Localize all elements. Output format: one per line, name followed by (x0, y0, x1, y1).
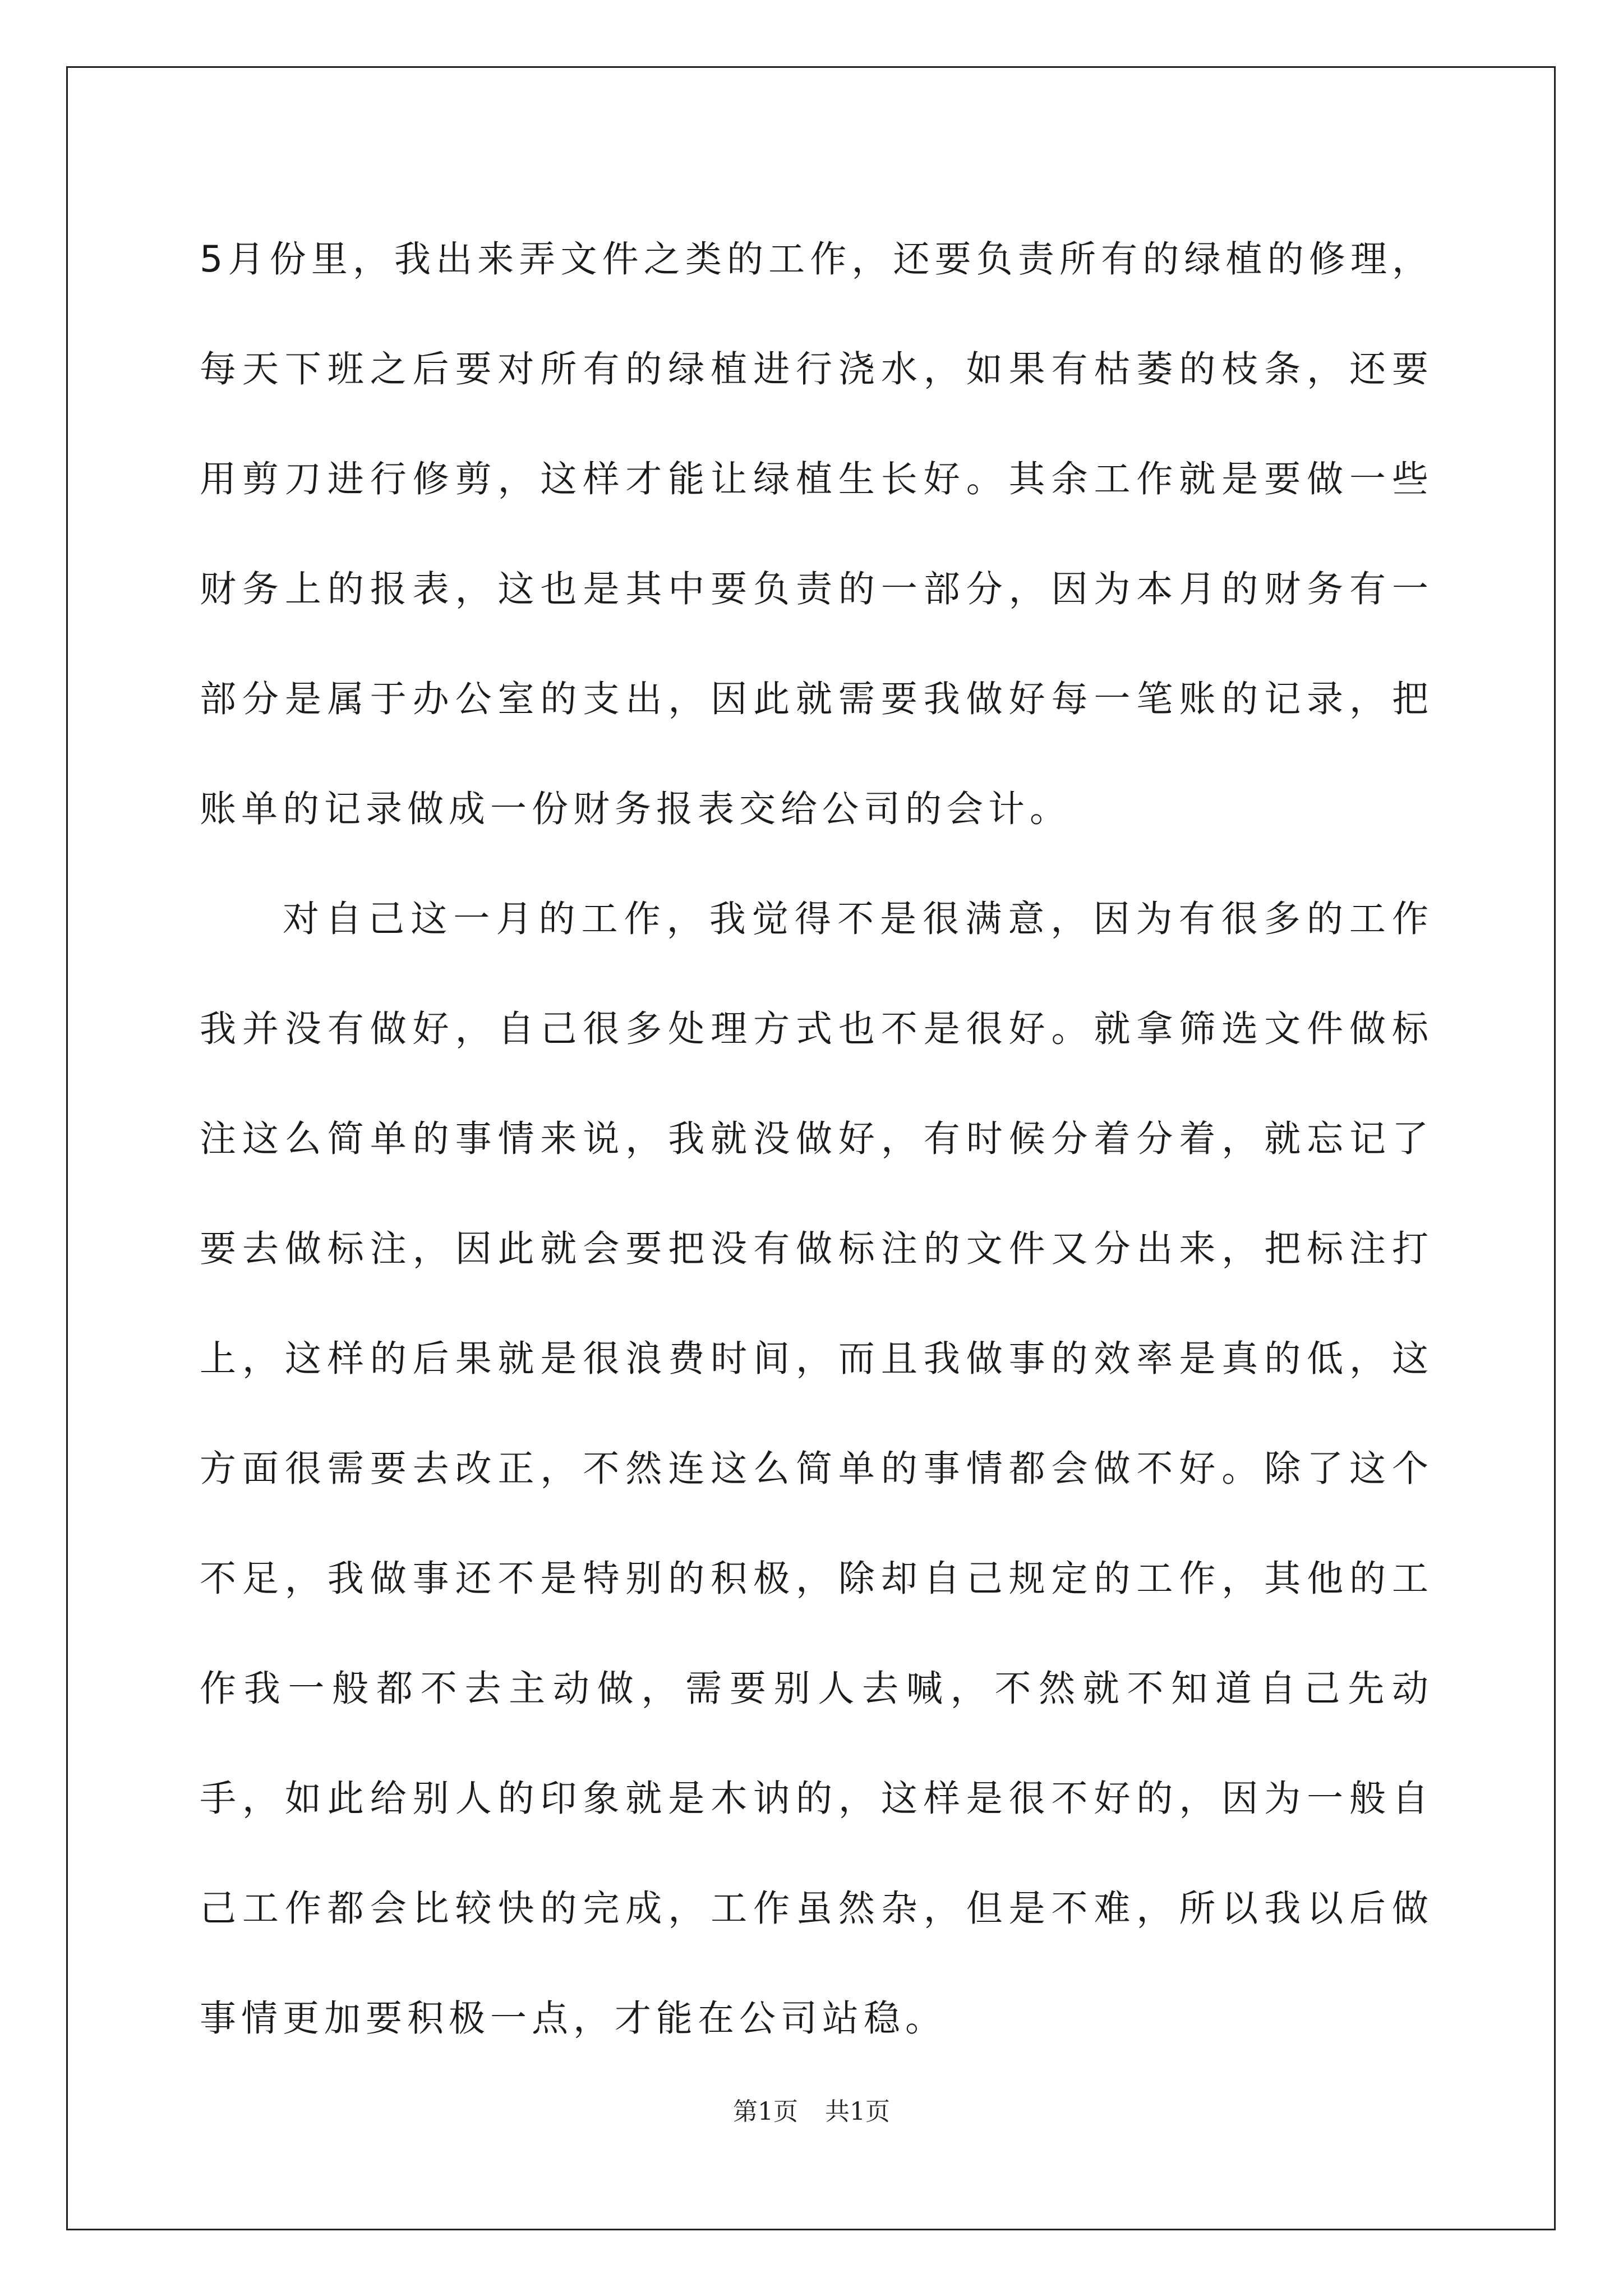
paragraph-1: 5月份里，我出来弄文件之类的工作，还要负责所有的绿植的修理，每天下班之后要对所有的绿植进行浇水，如果有枯萎的枝条，还要用剪刀进行修剪，这样才能让绿植生长好。其余工作就是要做一些财务上的报表，这也是其中要负责的一部分，因为本月的财务有一部分是属于办公室的支出，因此就需要我做好每一笔账的记录，把账单的记录做成一份财务报表交给公司的会计。 (200, 238, 1433, 830)
paragraph-2: 对自己这一月的工作，我觉得不是很满意，因为有很多的工作我并没有做好，自己很多处理方式也不是很好。就拿筛选文件做标注这么简单的事情来说，我就没做好，有时候分着分着，就忘记了要去做标注，因此就会要把没有做标注的文件又分出来，把标注打上，这样的后果就是很浪费时间，而且我做事的效率是真的低，这方面很需要去改正，不然连这么简单的事情都会做不好。除了这个不足，我做事还不是特别的积极，除却自己规定的工作，其他的工作我一般都不去主动做，需要别人去喊，不然就不知道自己先动手，如此给别人的印象就是木讷的，这样是很不好的，因为一般自己工作都会比较快的完成，工作虽然杂，但是不难，所以我以后做事情更加要积极一点，才能在公司站稳。 (200, 898, 1433, 2040)
page-footer (0, 2095, 1623, 2129)
document-body (200, 205, 1433, 2074)
page-total: 共1页 (825, 2097, 890, 2126)
page-number: 第1页 (733, 2097, 798, 2126)
